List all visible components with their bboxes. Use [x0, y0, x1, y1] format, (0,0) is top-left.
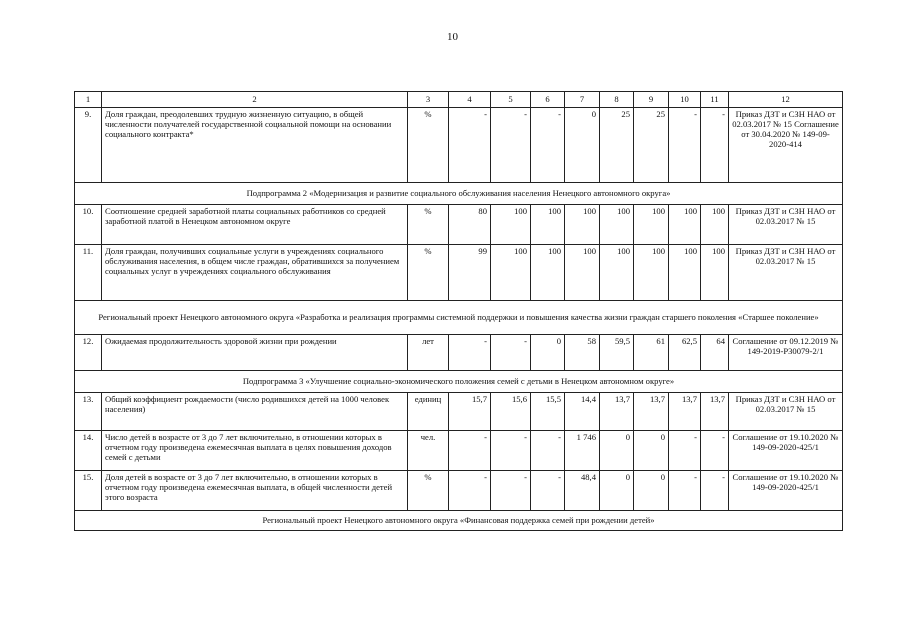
value-cell: 100 — [565, 205, 600, 245]
unit-cell: % — [408, 471, 449, 511]
value-cell: 0 — [565, 108, 600, 183]
value-cell: - — [491, 108, 531, 183]
value-cell: 13,7 — [634, 393, 669, 431]
value-cell: - — [449, 471, 491, 511]
value-cell: 62,5 — [669, 335, 701, 371]
indicator-description: Доля детей в возрасте от 3 до 7 лет включительно, в отношении которых в отчетном году произведена ежемесячная выплата, в общей численности детей этого возраста — [102, 471, 408, 511]
column-header: 6 — [531, 92, 565, 108]
column-header: 7 — [565, 92, 600, 108]
section-title: Подпрограмма 3 «Улучшение социально-экономического положения семей с детьми в Ненецком автономном округе» — [75, 371, 843, 393]
unit-cell: % — [408, 205, 449, 245]
value-cell: 15,5 — [531, 393, 565, 431]
value-cell: 100 — [600, 245, 634, 301]
value-cell: 14,4 — [565, 393, 600, 431]
value-cell: 100 — [531, 245, 565, 301]
indicators-table — [74, 91, 843, 531]
table-row — [75, 431, 843, 471]
source-document: Приказ ДЗТ и СЗН НАО от 02.03.2017 № 15 Соглашение от 30.04.2020 № 149-09-2020-414 — [729, 108, 843, 183]
row-number: 9. — [75, 108, 102, 183]
column-header: 2 — [102, 92, 408, 108]
source-document: Приказ ДЗТ и СЗН НАО от 02.03.2017 № 15 — [729, 393, 843, 431]
value-cell: 64 — [701, 335, 729, 371]
value-cell: 61 — [634, 335, 669, 371]
value-cell: 100 — [669, 245, 701, 301]
value-cell: - — [491, 431, 531, 471]
column-header: 11 — [701, 92, 729, 108]
value-cell: 15,7 — [449, 393, 491, 431]
unit-cell: единиц — [408, 393, 449, 431]
value-cell: 59,5 — [600, 335, 634, 371]
section-title: Региональный проект Ненецкого автономного округа «Разработка и реализация программы системной поддержки и повышения качества жизни граждан старшего поколения «Старшее поколение» — [75, 301, 843, 335]
value-cell: 0 — [634, 471, 669, 511]
value-cell: 0 — [600, 471, 634, 511]
value-cell: 13,7 — [701, 393, 729, 431]
value-cell: 100 — [531, 205, 565, 245]
value-cell: 100 — [491, 245, 531, 301]
unit-cell: % — [408, 108, 449, 183]
value-cell: 100 — [634, 245, 669, 301]
value-cell: - — [701, 431, 729, 471]
value-cell: 13,7 — [669, 393, 701, 431]
value-cell: - — [449, 108, 491, 183]
value-cell: 100 — [634, 205, 669, 245]
value-cell: 0 — [600, 431, 634, 471]
value-cell: 100 — [491, 205, 531, 245]
source-document: Приказ ДЗТ и СЗН НАО от 02.03.2017 № 15 — [729, 245, 843, 301]
value-cell: 1 746 — [565, 431, 600, 471]
row-number: 12. — [75, 335, 102, 371]
column-number-row — [75, 92, 843, 108]
value-cell: 100 — [669, 205, 701, 245]
column-header: 8 — [600, 92, 634, 108]
column-header: 3 — [408, 92, 449, 108]
value-cell: - — [491, 335, 531, 371]
column-header: 12 — [729, 92, 843, 108]
indicator-description: Доля граждан, получивших социальные услуги в учреждениях социального обслуживания населения, в общем числе граждан, обратившихся за получением социальных услуг в учреждениях социального обслуживания — [102, 245, 408, 301]
indicator-description: Общий коэффициент рождаемости (число родившихся детей на 1000 человек населения) — [102, 393, 408, 431]
source-document: Соглашение от 09.12.2019 № 149-2019-P30079-2/1 — [729, 335, 843, 371]
value-cell: 0 — [634, 431, 669, 471]
source-document: Соглашение от 19.10.2020 № 149-09-2020-425/1 — [729, 431, 843, 471]
value-cell: 100 — [565, 245, 600, 301]
column-header: 4 — [449, 92, 491, 108]
column-header: 1 — [75, 92, 102, 108]
table-row — [75, 205, 843, 245]
section-header-row — [75, 183, 843, 205]
value-cell: 15,6 — [491, 393, 531, 431]
indicator-description: Доля граждан, преодолевших трудную жизненную ситуацию, в общей численности получателей государственной социальной помощи на основании социального контракта* — [102, 108, 408, 183]
table-body — [75, 92, 843, 531]
column-header: 5 — [491, 92, 531, 108]
value-cell: - — [701, 108, 729, 183]
table-row — [75, 335, 843, 371]
source-document: Приказ ДЗТ и СЗН НАО от 02.03.2017 № 15 — [729, 205, 843, 245]
value-cell: - — [491, 471, 531, 511]
value-cell: - — [449, 431, 491, 471]
value-cell: - — [449, 335, 491, 371]
section-header-row — [75, 371, 843, 393]
column-header: 9 — [634, 92, 669, 108]
value-cell: - — [669, 471, 701, 511]
table-row — [75, 393, 843, 431]
row-number: 13. — [75, 393, 102, 431]
value-cell: - — [669, 431, 701, 471]
section-title: Подпрограмма 2 «Модернизация и развитие социального обслуживания населения Ненецкого автономного округа» — [75, 183, 843, 205]
unit-cell: лет — [408, 335, 449, 371]
value-cell: 100 — [701, 245, 729, 301]
row-number: 14. — [75, 431, 102, 471]
value-cell: - — [669, 108, 701, 183]
value-cell: - — [531, 471, 565, 511]
value-cell: 100 — [701, 205, 729, 245]
table-row — [75, 471, 843, 511]
value-cell: 0 — [531, 335, 565, 371]
indicator-description: Число детей в возрасте от 3 до 7 лет включительно, в отношении которых в отчетном году произведена ежемесячная выплата в целях повышения доходов семей с детьми — [102, 431, 408, 471]
value-cell: 80 — [449, 205, 491, 245]
value-cell: 100 — [600, 205, 634, 245]
value-cell: - — [701, 471, 729, 511]
table-row — [75, 108, 843, 183]
value-cell: 25 — [634, 108, 669, 183]
indicator-description: Ожидаемая продолжительность здоровой жизни при рождении — [102, 335, 408, 371]
column-header: 10 — [669, 92, 701, 108]
value-cell: 99 — [449, 245, 491, 301]
indicator-description: Соотношение средней заработной платы социальных работников со средней заработной платой в Ненецком автономном округе — [102, 205, 408, 245]
table-row — [75, 245, 843, 301]
page-number: 10 — [447, 31, 458, 43]
section-header-row — [75, 301, 843, 335]
unit-cell: чел. — [408, 431, 449, 471]
section-header-row — [75, 511, 843, 531]
value-cell: 13,7 — [600, 393, 634, 431]
row-number: 10. — [75, 205, 102, 245]
row-number: 15. — [75, 471, 102, 511]
unit-cell: % — [408, 245, 449, 301]
source-document: Соглашение от 19.10.2020 № 149-09-2020-425/1 — [729, 471, 843, 511]
value-cell: 58 — [565, 335, 600, 371]
value-cell: - — [531, 108, 565, 183]
value-cell: - — [531, 431, 565, 471]
section-title: Региональный проект Ненецкого автономного округа «Финансовая поддержка семей при рождении детей» — [75, 511, 843, 531]
row-number: 11. — [75, 245, 102, 301]
value-cell: 25 — [600, 108, 634, 183]
value-cell: 48,4 — [565, 471, 600, 511]
